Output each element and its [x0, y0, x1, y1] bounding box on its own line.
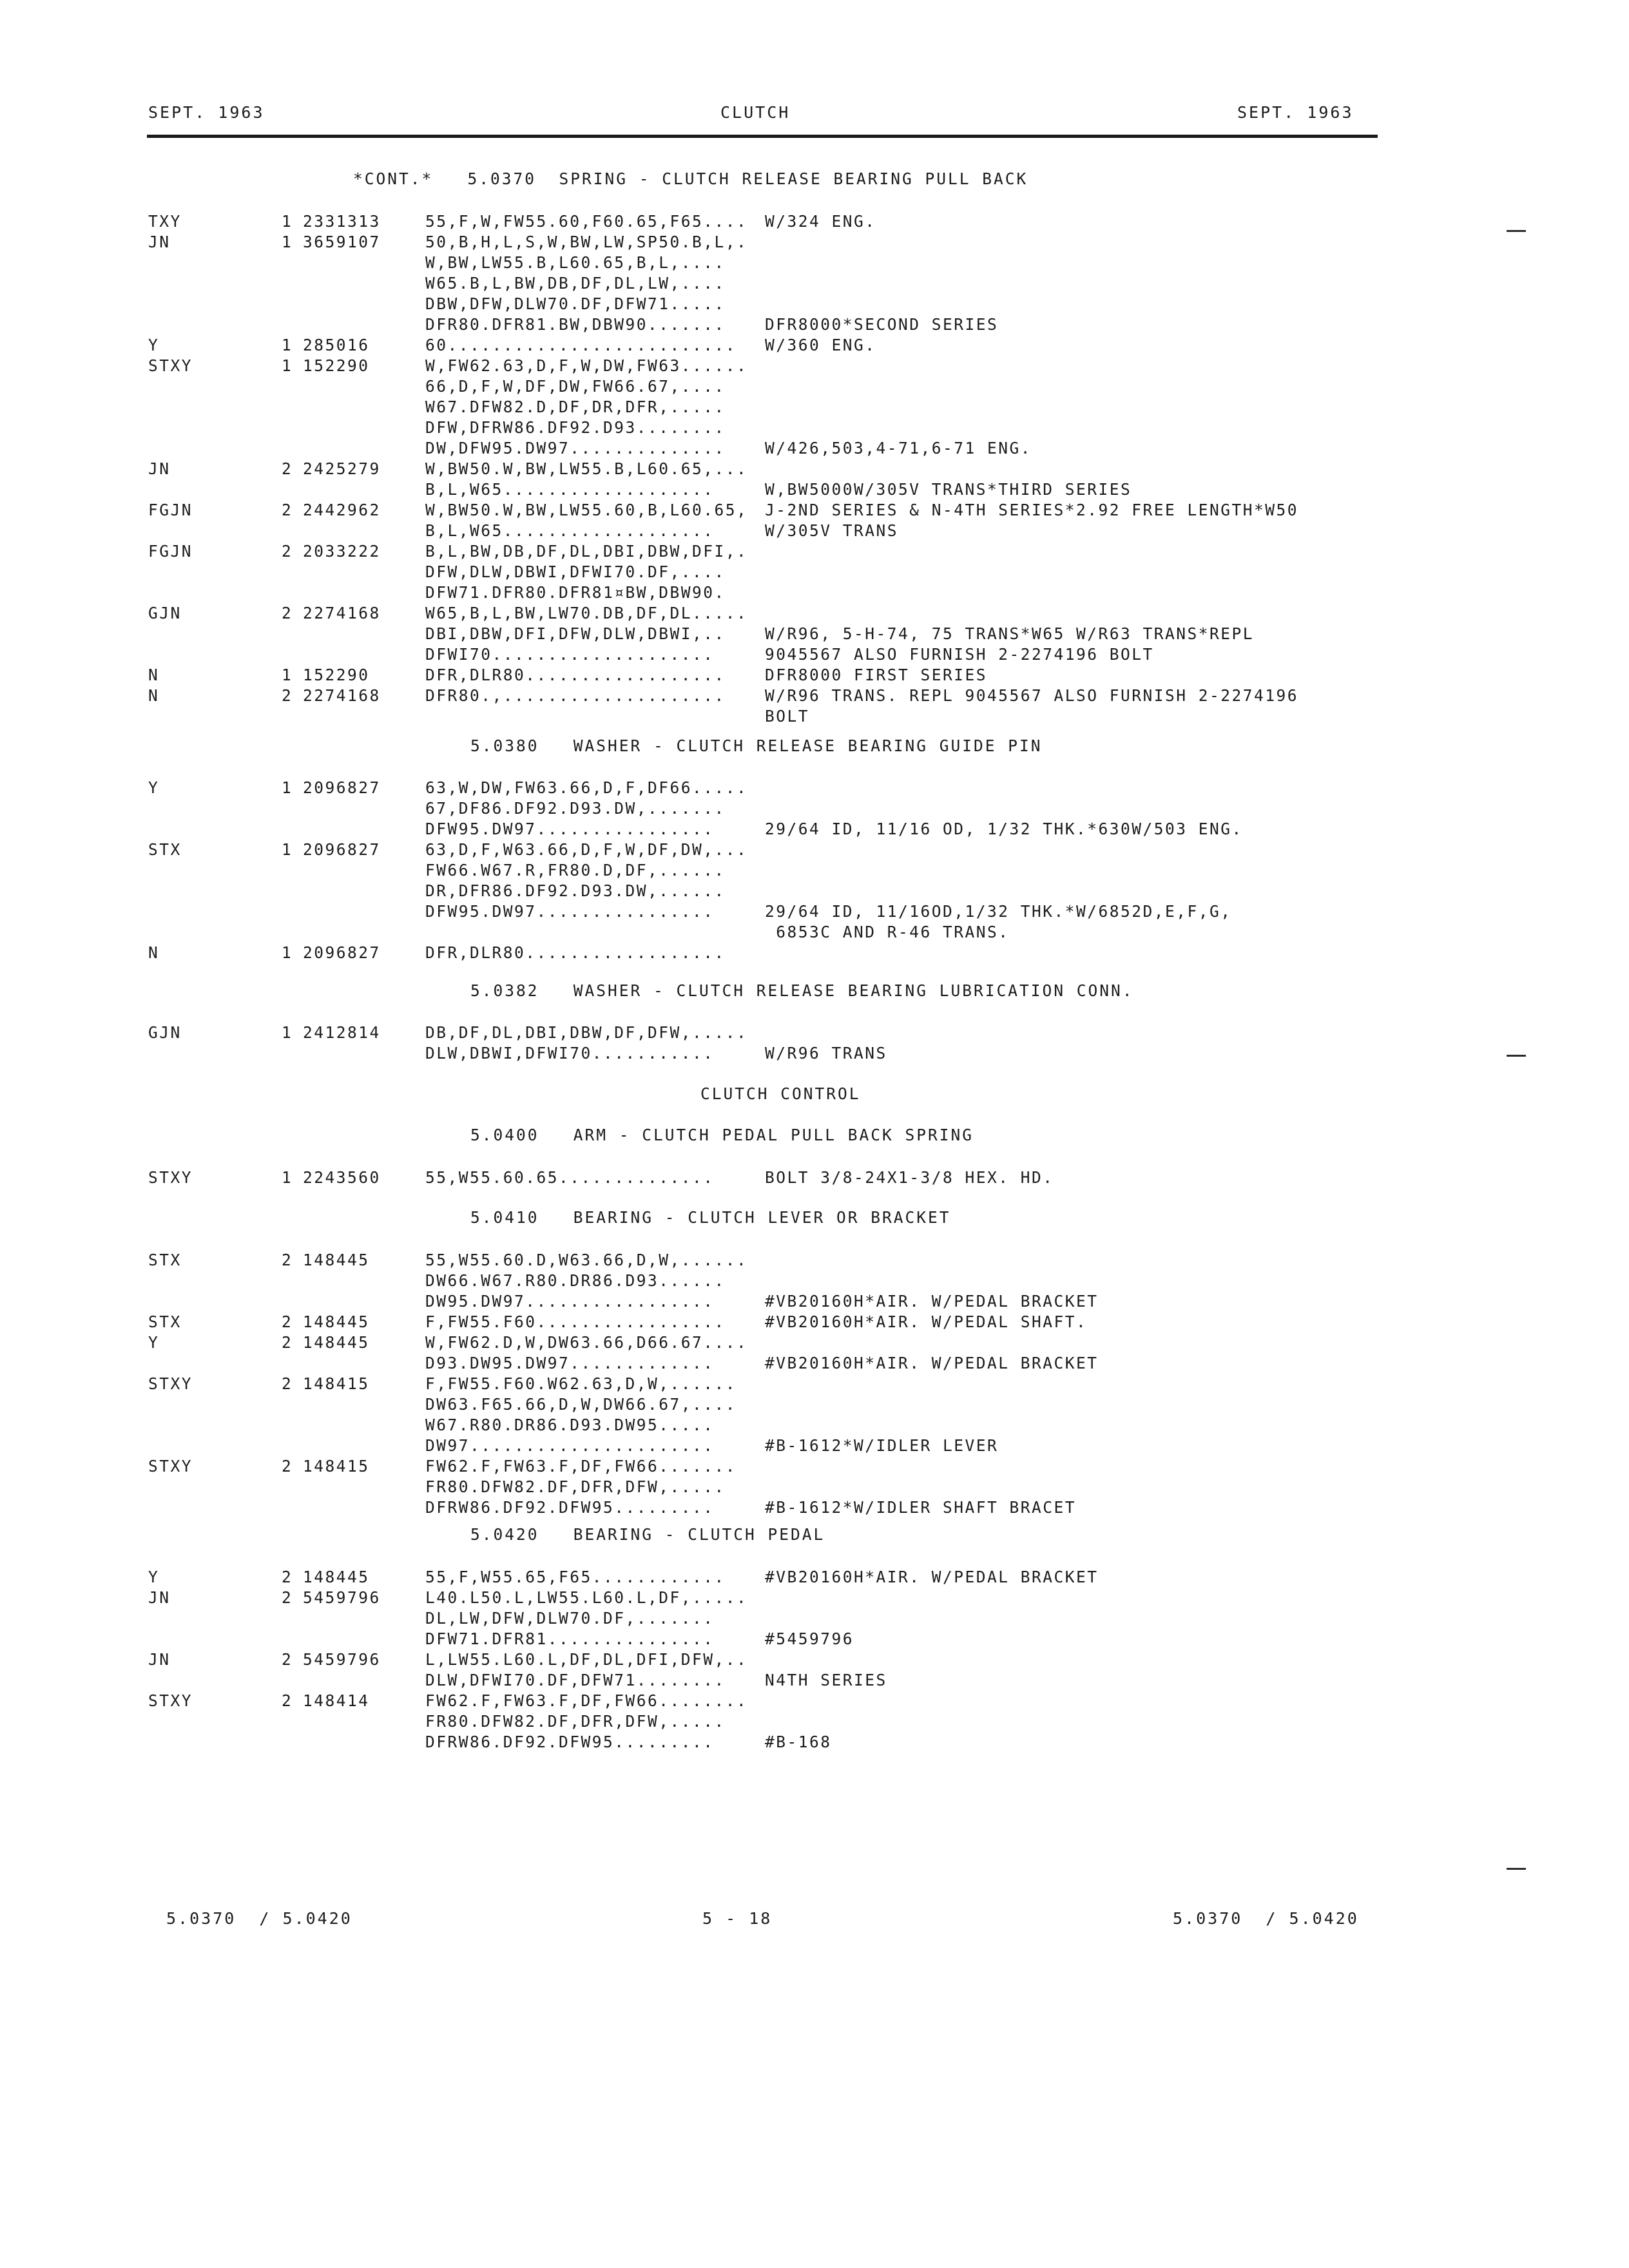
model-code: STXY [148, 1457, 193, 1475]
part-number: 2442962 [303, 501, 381, 519]
part-number: 2412814 [303, 1023, 381, 1042]
application: DFWI70.................... [425, 645, 715, 664]
margin-mark [1507, 1055, 1526, 1057]
quantity: 1 [282, 1023, 293, 1042]
application: DFRW86.DF92.DFW95......... [425, 1733, 715, 1751]
quantity: 2 [282, 501, 293, 519]
parts-row [0, 860, 1629, 881]
quantity: 2 [282, 1333, 293, 1352]
parts-row [0, 273, 1629, 294]
part-number: 2243560 [303, 1168, 381, 1187]
quantity: 1 [282, 336, 293, 354]
quantity: 1 [282, 1168, 293, 1187]
parts-row [0, 438, 1629, 459]
part-number: 2274168 [303, 604, 381, 622]
quantity: 1 [282, 943, 293, 962]
part-number: 2274168 [303, 686, 381, 705]
application: F,FW55.F60................. [425, 1312, 726, 1331]
model-code: STXY [148, 356, 193, 375]
parts-row [0, 418, 1629, 438]
model-code: STXY [148, 1168, 193, 1187]
remarks: BOLT [765, 707, 810, 726]
application: W,BW,LW55.B,L60.65,B,L,.... [425, 253, 726, 272]
remarks: W/426,503,4-71,6-71 ENG. [765, 439, 1032, 457]
application: DR,DFR86.DF92.D93.DW,...... [425, 881, 726, 900]
application: FR80.DFW82.DF,DFR,DFW,..... [425, 1477, 726, 1496]
parts-row [0, 582, 1629, 603]
application: DLW,DBWI,DFWI70........... [425, 1044, 715, 1062]
parts-row [0, 1608, 1629, 1629]
parts-row [0, 1497, 1629, 1518]
application: DLW,DFWI70.DF,DFW71........ [425, 1671, 726, 1689]
application: DW66.W67.R80.DR86.D93...... [425, 1271, 726, 1290]
application: FW62.F,FW63.F,DF,FW66....... [425, 1457, 737, 1475]
section-heading-5-0382: 5.0382 WASHER - CLUTCH RELEASE BEARING LUBRICATION CONN. [470, 981, 1134, 1000]
parts-row [0, 798, 1629, 819]
parts-row [0, 1629, 1629, 1649]
remarks: #B-168 [765, 1733, 832, 1751]
header-date-right: SEPT. 1963 [1237, 103, 1354, 122]
remarks: #5459796 [765, 1629, 854, 1648]
parts-row [0, 1436, 1629, 1456]
application: 50,B,H,L,S,W,BW,LW,SP50.B,L,. [425, 233, 748, 251]
model-code: STXY [148, 1691, 193, 1710]
application: DFRW86.DF92.DFW95......... [425, 1498, 715, 1517]
parts-row [0, 1394, 1629, 1415]
application: F,FW55.F60.W62.63,D,W,...... [425, 1374, 737, 1393]
application: DFW95.DW97................ [425, 902, 715, 921]
model-code: STX [148, 1251, 182, 1269]
application: W,FW62.D,W,DW63.66,D66.67.... [425, 1333, 748, 1352]
section-heading-5-0420: 5.0420 BEARING - CLUTCH PEDAL [470, 1525, 825, 1544]
application: 63,D,F,W63.66,D,F,W,DF,DW,... [425, 840, 748, 859]
parts-row [0, 356, 1629, 376]
remarks: W/R96 TRANS. REPL 9045567 ALSO FURNISH 2-2274196 [765, 686, 1299, 705]
model-code: STXY [148, 1374, 193, 1393]
application: W,BW50.W,BW,LW55.60,B,L60.65, [425, 501, 748, 519]
parts-row [0, 1332, 1629, 1353]
parts-row [0, 1043, 1629, 1064]
section-heading-5-0410: 5.0410 BEARING - CLUTCH LEVER OR BRACKET [470, 1208, 951, 1227]
part-number: 148445 [303, 1251, 370, 1269]
application: W,FW62.63,D,F,W,DW,FW63...... [425, 356, 748, 375]
section-heading-5-0400: 5.0400 ARM - CLUTCH PEDAL PULL BACK SPRING [470, 1126, 974, 1144]
model-code: TXY [148, 212, 182, 231]
model-code: GJN [148, 1023, 182, 1042]
model-code: N [148, 943, 160, 962]
parts-row [0, 1588, 1629, 1608]
quantity: 2 [282, 1568, 293, 1586]
parts-row [0, 1691, 1629, 1711]
remarks: N4TH SERIES [765, 1671, 887, 1689]
part-number: 148445 [303, 1568, 370, 1586]
application: 55,F,W55.65,F65............ [425, 1568, 726, 1586]
application: DFR,DLR80.................. [425, 666, 726, 684]
remarks: W/324 ENG. [765, 212, 876, 231]
parts-row [0, 1670, 1629, 1691]
application: B,L,W65................... [425, 480, 715, 499]
parts-row [0, 603, 1629, 624]
application: FR80.DFW82.DF,DFR,DFW,..... [425, 1712, 726, 1731]
application: DFW,DLW,DBWI,DFWI70.DF,.... [425, 562, 726, 581]
application: D93.DW95.DW97............. [425, 1354, 715, 1372]
parts-row [0, 397, 1629, 418]
parts-row [0, 1291, 1629, 1312]
parts-row [0, 314, 1629, 335]
model-code: GJN [148, 604, 182, 622]
model-code: N [148, 686, 160, 705]
parts-row [0, 901, 1629, 922]
model-code: STX [148, 840, 182, 859]
application: DFR80.DFR81.BW,DBW90....... [425, 315, 726, 334]
part-number: 148414 [303, 1691, 370, 1710]
model-code: STX [148, 1312, 182, 1331]
part-number: 2033222 [303, 542, 381, 561]
remarks: #B-1612*W/IDLER SHAFT BRACET [765, 1498, 1077, 1517]
application: DW63.F65.66,D,W,DW66.67,.... [425, 1395, 737, 1414]
parts-row [0, 1477, 1629, 1497]
parts-row [0, 1732, 1629, 1753]
application: B,L,BW,DB,DF,DL,DBI,DBW,DFI,. [425, 542, 748, 561]
parts-row [0, 1250, 1629, 1271]
footer-page-number: 5 - 18 [702, 1909, 773, 1928]
parts-row [0, 521, 1629, 541]
parts-row [0, 1456, 1629, 1477]
application: 66,D,F,W,DF,DW,FW66.67,.... [425, 377, 726, 396]
parts-row [0, 541, 1629, 562]
application: DL,LW,DFW,DLW70.DF,....... [425, 1609, 715, 1628]
parts-row [0, 1168, 1629, 1188]
application: B,L,W65................... [425, 521, 715, 540]
part-number: 3659107 [303, 233, 381, 251]
part-number: 2425279 [303, 459, 381, 478]
part-number: 148445 [303, 1312, 370, 1331]
parts-row [0, 1415, 1629, 1436]
model-code: JN [148, 233, 171, 251]
remarks: 6853C AND R-46 TRANS. [765, 923, 1010, 941]
remarks: 29/64 ID, 11/16OD,1/32 THK.*W/6852D,E,F,G, [765, 902, 1232, 921]
part-number: 2096827 [303, 943, 381, 962]
parts-row [0, 1567, 1629, 1588]
model-code: FGJN [148, 542, 193, 561]
application: DW,DFW95.DW97.............. [425, 439, 726, 457]
application: DW95.DW97................. [425, 1292, 715, 1311]
parts-row [0, 1374, 1629, 1394]
application: FW66.W67.R,FR80.D,DF,...... [425, 861, 726, 879]
application: FW62.F,FW63.F,DF,FW66........ [425, 1691, 748, 1710]
parts-row [0, 1353, 1629, 1374]
remarks: W,BW5000W/305V TRANS*THIRD SERIES [765, 480, 1132, 499]
application: 55,W55.60.65.............. [425, 1168, 715, 1187]
parts-row [0, 294, 1629, 314]
parts-row [0, 706, 1629, 727]
quantity: 2 [282, 1588, 293, 1607]
part-number: 152290 [303, 356, 370, 375]
model-code: Y [148, 778, 160, 797]
remarks: #VB20160H*AIR. W/PEDAL BRACKET [765, 1292, 1099, 1311]
remarks: #VB20160H*AIR. W/PEDAL BRACKET [765, 1568, 1099, 1586]
application: L,LW55.L60.L,DF,DL,DFI,DFW,.. [425, 1650, 748, 1669]
parts-row [0, 1271, 1629, 1291]
application: 67,DF86.DF92.D93.DW,....... [425, 799, 726, 818]
application: DB,DF,DL,DBI,DBW,DF,DFW,..... [425, 1023, 748, 1042]
quantity: 2 [282, 686, 293, 705]
model-code: Y [148, 336, 160, 354]
quantity: 2 [282, 1312, 293, 1331]
quantity: 1 [282, 212, 293, 231]
quantity: 2 [282, 1457, 293, 1475]
parts-row [0, 211, 1629, 232]
remarks: 29/64 ID, 11/16 OD, 1/32 THK.*630W/503 ENG. [765, 820, 1243, 838]
quantity: 2 [282, 459, 293, 478]
parts-row [0, 840, 1629, 860]
application: W65.B,L,BW,DB,DF,DL,LW,.... [425, 274, 726, 293]
part-number: 152290 [303, 666, 370, 684]
application: DBW,DFW,DLW70.DF,DFW71..... [425, 294, 726, 313]
model-code: JN [148, 459, 171, 478]
application: DFR,DLR80.................. [425, 943, 726, 962]
quantity: 1 [282, 356, 293, 375]
model-code: JN [148, 1588, 171, 1607]
model-code: Y [148, 1333, 160, 1352]
footer-range-right: 5.0370 / 5.0420 [1173, 1909, 1359, 1928]
part-number: 148445 [303, 1333, 370, 1352]
remarks: BOLT 3/8-24X1-3/8 HEX. HD. [765, 1168, 1054, 1187]
header-date-left: SEPT. 1963 [148, 103, 265, 122]
parts-row [0, 943, 1629, 963]
part-number: 148415 [303, 1457, 370, 1475]
part-number: 2331313 [303, 212, 381, 231]
parts-row [0, 665, 1629, 686]
parts-row [0, 644, 1629, 665]
application: L40.L50.L,LW55.L60.L,DF,..... [425, 1588, 748, 1607]
part-number: 5459796 [303, 1650, 381, 1669]
part-number: 2096827 [303, 778, 381, 797]
quantity: 2 [282, 604, 293, 622]
application: DW97...................... [425, 1436, 715, 1455]
application: W,BW50.W,BW,LW55.B,L60.65,... [425, 459, 748, 478]
application: 63,W,DW,FW63.66,D,F,DF66..... [425, 778, 748, 797]
application: 55,W55.60.D,W63.66,D,W,...... [425, 1251, 748, 1269]
quantity: 2 [282, 1691, 293, 1710]
parts-row [0, 1711, 1629, 1732]
margin-mark [1507, 230, 1526, 232]
parts-row [0, 1312, 1629, 1332]
application: W65,B,L,BW,LW70.DB,DF,DL..... [425, 604, 748, 622]
remarks: DFR8000*SECOND SERIES [765, 315, 999, 334]
application: 55,F,W,FW55.60,F60.65,F65.... [425, 212, 748, 231]
quantity: 1 [282, 233, 293, 251]
application: DFW,DFRW86.DF92.D93........ [425, 418, 726, 437]
remarks: W/R96, 5-H-74, 75 TRANS*W65 W/R63 TRANS*REPL [765, 624, 1255, 643]
remarks: 9045567 ALSO FURNISH 2-2274196 BOLT [765, 645, 1154, 664]
application: DFW71.DFR80.DFR81¤BW,DBW90. [425, 583, 726, 602]
parts-row [0, 881, 1629, 901]
parts-row [0, 819, 1629, 840]
group-heading-clutch-control: CLUTCH CONTROL [700, 1084, 861, 1103]
quantity: 1 [282, 666, 293, 684]
model-code: Y [148, 1568, 160, 1586]
remarks: DFR8000 FIRST SERIES [765, 666, 988, 684]
quantity: 2 [282, 1650, 293, 1669]
quantity: 2 [282, 1374, 293, 1393]
parts-row [0, 922, 1629, 943]
application: DFW71.DFR81............... [425, 1629, 715, 1648]
remarks: J-2ND SERIES & N-4TH SERIES*2.92 FREE LENGTH*W50 [765, 501, 1299, 519]
application: W67.R80.DR86.D93.DW95..... [425, 1416, 715, 1434]
parts-row [0, 686, 1629, 706]
parts-row [0, 335, 1629, 356]
quantity: 2 [282, 1251, 293, 1269]
remarks: W/R96 TRANS [765, 1044, 887, 1062]
section-heading-5-0370: *CONT.* 5.0370 SPRING - CLUTCH RELEASE BEARING PULL BACK [353, 169, 1028, 188]
model-code: N [148, 666, 160, 684]
parts-row [0, 459, 1629, 479]
parts-row [0, 500, 1629, 521]
application: DFW95.DW97................ [425, 820, 715, 838]
remarks: W/305V TRANS [765, 521, 899, 540]
part-number: 285016 [303, 336, 370, 354]
parts-row [0, 562, 1629, 582]
application: DFR80.,.................... [425, 686, 726, 705]
model-code: JN [148, 1650, 171, 1669]
quantity: 1 [282, 778, 293, 797]
header-title: CLUTCH [720, 103, 791, 122]
parts-row [0, 253, 1629, 273]
header-rule [147, 135, 1378, 138]
parts-row [0, 232, 1629, 253]
part-number: 2096827 [303, 840, 381, 859]
parts-row [0, 778, 1629, 798]
remarks: W/360 ENG. [765, 336, 876, 354]
footer-range-left: 5.0370 / 5.0420 [166, 1909, 352, 1928]
remarks: #VB20160H*AIR. W/PEDAL SHAFT. [765, 1312, 1088, 1331]
parts-row [0, 1649, 1629, 1670]
quantity: 2 [282, 542, 293, 561]
application: W67.DFW82.D,DF,DR,DFR,..... [425, 398, 726, 416]
part-number: 5459796 [303, 1588, 381, 1607]
application: DBI,DBW,DFI,DFW,DLW,DBWI,.. [425, 624, 726, 643]
remarks: #VB20160H*AIR. W/PEDAL BRACKET [765, 1354, 1099, 1372]
parts-row [0, 1023, 1629, 1043]
section-heading-5-0380: 5.0380 WASHER - CLUTCH RELEASE BEARING GUIDE PIN [470, 736, 1043, 755]
parts-row [0, 376, 1629, 397]
quantity: 1 [282, 840, 293, 859]
parts-row [0, 624, 1629, 644]
remarks: #B-1612*W/IDLER LEVER [765, 1436, 999, 1455]
model-code: FGJN [148, 501, 193, 519]
part-number: 148415 [303, 1374, 370, 1393]
parts-row [0, 479, 1629, 500]
application: 60.......................... [425, 336, 737, 354]
margin-mark [1507, 1868, 1526, 1870]
